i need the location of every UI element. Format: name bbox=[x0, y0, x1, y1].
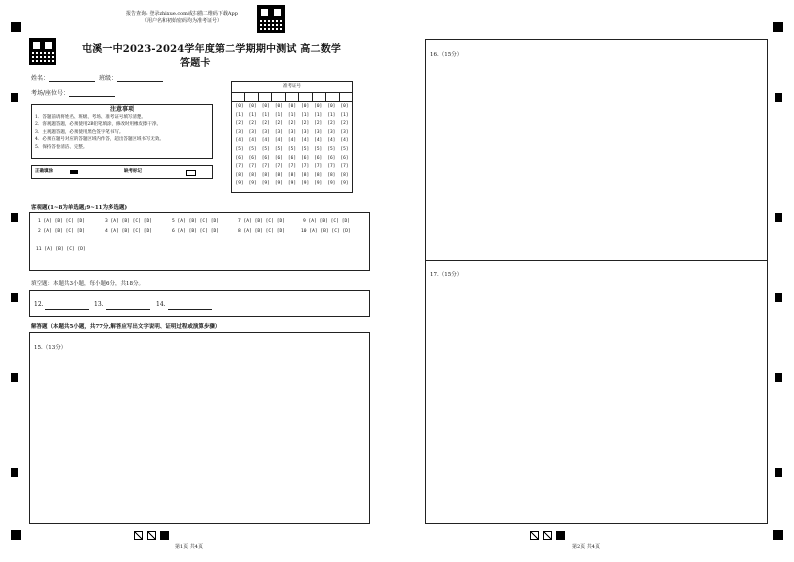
q13-label: 13. bbox=[94, 301, 104, 308]
exam-id-bubble[interactable]: [4] bbox=[261, 138, 270, 144]
exam-id-bubble[interactable]: [1] bbox=[340, 112, 349, 118]
header-qr-code bbox=[257, 5, 285, 33]
choice-item[interactable]: 11 [A] [B] [C] [D] bbox=[36, 247, 86, 252]
exam-id-bubble[interactable]: [1] bbox=[235, 112, 244, 118]
exam-id-column bbox=[312, 103, 325, 189]
exam-id-bubble[interactable]: [2] bbox=[274, 121, 283, 127]
exam-id-bubble[interactable]: [2] bbox=[248, 121, 257, 127]
exam-id-bubble[interactable]: [4] bbox=[314, 138, 323, 144]
exam-id-bubble[interactable]: [9] bbox=[248, 181, 257, 187]
exam-id-bubble[interactable]: [6] bbox=[327, 155, 336, 161]
exam-id-bubble[interactable]: [5] bbox=[301, 146, 310, 152]
class-label: 班级： bbox=[98, 75, 117, 82]
exam-id-bubble[interactable]: [6] bbox=[274, 155, 283, 161]
exam-id-bubble[interactable]: [0] bbox=[327, 104, 336, 109]
sheet-qr-code bbox=[29, 38, 56, 65]
exam-id-bubble[interactable]: [1] bbox=[301, 112, 310, 118]
side-mark-left bbox=[11, 93, 18, 102]
exam-id-bubble[interactable]: [8] bbox=[301, 172, 310, 178]
notice-item: 5．保持答卷清洁、完整。 bbox=[35, 144, 88, 150]
q17-answer-box[interactable] bbox=[425, 261, 768, 524]
exam-id-bubble[interactable]: [6] bbox=[340, 155, 349, 161]
exam-id-bubble[interactable]: [7] bbox=[301, 164, 310, 170]
side-mark-right bbox=[775, 373, 782, 382]
exam-id-bubble[interactable]: [9] bbox=[261, 181, 270, 187]
exam-id-cell[interactable] bbox=[340, 93, 352, 101]
q15-answer-box[interactable] bbox=[29, 332, 370, 524]
exam-id-bubble[interactable]: [1] bbox=[248, 112, 257, 118]
exam-id-bubble[interactable]: [8] bbox=[235, 172, 244, 178]
exam-id-grid bbox=[231, 81, 353, 193]
exam-id-bubble[interactable]: [5] bbox=[274, 146, 283, 152]
exam-id-bubble[interactable]: [2] bbox=[327, 121, 336, 127]
exam-id-bubble[interactable]: [6] bbox=[301, 155, 310, 161]
exam-id-bubble[interactable]: [0] bbox=[301, 104, 310, 109]
exam-id-bubble[interactable]: [5] bbox=[235, 146, 244, 152]
exam-id-bubble[interactable]: [7] bbox=[327, 164, 336, 170]
exam-id-bubble[interactable]: [9] bbox=[314, 181, 323, 187]
exam-id-bubble[interactable]: [9] bbox=[274, 181, 283, 187]
exam-id-bubble[interactable]: [3] bbox=[274, 129, 283, 135]
exam-id-bubble[interactable]: [9] bbox=[340, 181, 349, 187]
exam-id-bubble[interactable]: [3] bbox=[261, 129, 270, 135]
exam-id-bubble[interactable]: [1] bbox=[327, 112, 336, 118]
exam-id-bubble[interactable]: [7] bbox=[235, 164, 244, 170]
sheet-subtitle: 答题卡 bbox=[180, 58, 211, 69]
exam-id-bubble[interactable]: [0] bbox=[340, 104, 349, 109]
page2-footer-mark bbox=[556, 531, 565, 540]
choice-item[interactable]: 1 [A] [B] [C] [D] bbox=[38, 219, 86, 224]
q15-label: 15.（13分） bbox=[34, 345, 67, 351]
exam-id-bubble[interactable]: [0] bbox=[287, 104, 297, 109]
exam-id-column bbox=[246, 103, 259, 189]
page2-footer-mark bbox=[530, 531, 539, 540]
choice-item[interactable]: 7 [A] [B] [C] [D] bbox=[238, 219, 286, 224]
notice-item: 4．必须在题号对应的答题区域内作答，超出答题区域书写无效。 bbox=[35, 137, 164, 143]
exam-id-cell[interactable] bbox=[232, 93, 245, 101]
side-mark-right bbox=[775, 93, 782, 102]
missing-mark-box[interactable] bbox=[186, 170, 196, 176]
q12-answer-line[interactable] bbox=[45, 302, 89, 310]
corner-mark-bottom-right bbox=[773, 530, 783, 540]
exam-id-bubble[interactable]: [7] bbox=[340, 164, 349, 170]
class-field[interactable] bbox=[117, 74, 163, 82]
q14-answer-line[interactable] bbox=[168, 302, 212, 310]
exam-id-bubble[interactable]: [6] bbox=[248, 155, 257, 161]
exam-id-bubble[interactable]: [8] bbox=[287, 172, 297, 178]
exam-id-cell[interactable] bbox=[299, 93, 312, 101]
correct-fill-label: 正确填涂 bbox=[35, 169, 53, 174]
exam-id-bubble[interactable]: [9] bbox=[327, 181, 336, 187]
exam-id-bubble[interactable]: [4] bbox=[340, 138, 349, 144]
exam-id-column bbox=[338, 103, 351, 189]
choice-item[interactable]: 5 [A] [B] [C] [D] bbox=[172, 219, 220, 224]
side-mark-left bbox=[11, 373, 18, 382]
exam-id-write-cells bbox=[232, 93, 352, 102]
exam-id-bubble[interactable]: [8] bbox=[314, 172, 323, 178]
choice-item[interactable]: 10 [A] [B] [C] [D] bbox=[301, 229, 351, 234]
exam-id-bubble[interactable]: [1] bbox=[314, 112, 323, 118]
report-tip bbox=[112, 11, 252, 25]
page2-number: 第2页 共4页 bbox=[572, 544, 600, 550]
exam-id-column bbox=[272, 103, 285, 189]
missing-mark-label: 缺考标记 bbox=[124, 169, 142, 174]
choice-item[interactable]: 4 [A] [B] [C] [D] bbox=[105, 229, 153, 234]
student-info bbox=[31, 73, 163, 82]
corner-mark-bottom-left bbox=[11, 530, 21, 540]
fill-sample-box bbox=[31, 165, 213, 179]
exam-id-bubble[interactable]: [5] bbox=[314, 146, 323, 152]
exam-id-bubble[interactable]: [2] bbox=[301, 121, 310, 127]
exam-id-bubble[interactable]: [9] bbox=[235, 181, 244, 187]
exam-id-bubble[interactable]: [8] bbox=[248, 172, 257, 178]
exam-id-bubbles bbox=[232, 102, 352, 189]
exam-id-column bbox=[285, 103, 298, 189]
exam-id-bubble[interactable]: [5] bbox=[261, 146, 270, 152]
exam-id-bubble[interactable]: [7] bbox=[274, 164, 283, 170]
fill-in-answer-box bbox=[29, 290, 370, 317]
side-mark-right bbox=[775, 213, 782, 222]
exam-id-bubble[interactable]: [6] bbox=[235, 155, 244, 161]
exam-id-bubble[interactable]: [4] bbox=[235, 138, 244, 144]
choice-item[interactable]: 8 [A] [B] [C] [D] bbox=[238, 229, 286, 234]
exam-id-bubble[interactable]: [3] bbox=[287, 129, 297, 135]
exam-id-bubble[interactable]: [3] bbox=[248, 129, 257, 135]
q13-answer-line[interactable] bbox=[106, 302, 150, 310]
exam-id-bubble[interactable]: [8] bbox=[274, 172, 283, 178]
choice-item[interactable]: 6 [A] [B] [C] [D] bbox=[172, 229, 220, 234]
notice-box bbox=[31, 104, 213, 159]
exam-id-bubble[interactable]: [5] bbox=[248, 146, 257, 152]
side-mark-left bbox=[11, 468, 18, 477]
exam-id-bubble[interactable]: [4] bbox=[274, 138, 283, 144]
exam-id-bubble[interactable]: [4] bbox=[287, 138, 297, 144]
choice-item[interactable]: 9 [A] [B] [C] [D] bbox=[303, 219, 351, 224]
objective-answer-box bbox=[29, 212, 370, 271]
page1-footer-mark bbox=[134, 531, 143, 540]
side-mark-right bbox=[775, 468, 782, 477]
exam-id-bubble[interactable]: [3] bbox=[235, 129, 244, 135]
exam-id-bubble[interactable]: [5] bbox=[327, 146, 336, 152]
q14-label: 14. bbox=[156, 301, 166, 308]
exam-id-cell[interactable] bbox=[259, 93, 272, 101]
exam-id-column bbox=[299, 103, 312, 189]
exam-id-bubble[interactable]: [6] bbox=[314, 155, 323, 161]
objective-section-label: 客观题(1~8为单选题;9~11为多选题) bbox=[31, 205, 128, 211]
side-mark-left bbox=[11, 213, 18, 222]
page1-footer-mark bbox=[160, 531, 169, 540]
exam-id-bubble[interactable]: [2] bbox=[261, 121, 270, 127]
notice-item: 3．主观题答题，必须使用黑色签字笔书写。 bbox=[35, 129, 124, 135]
page1-number: 第1页 共4页 bbox=[175, 544, 203, 550]
side-mark-left bbox=[11, 293, 18, 302]
q12-label: 12. bbox=[34, 301, 44, 308]
choice-item[interactable]: 2 [A] [B] [C] [D] bbox=[38, 229, 86, 234]
exam-id-bubble[interactable]: [0] bbox=[274, 104, 283, 109]
room-field[interactable] bbox=[69, 89, 115, 97]
exam-id-bubble[interactable]: [3] bbox=[340, 129, 349, 135]
name-field[interactable] bbox=[49, 74, 95, 82]
exam-id-column bbox=[259, 103, 272, 189]
exam-id-bubble[interactable]: [1] bbox=[274, 112, 283, 118]
sheet-title: 屯溪一中2023-2024学年度第二学期期中测试 高二数学 bbox=[82, 44, 342, 55]
page1-footer-mark bbox=[147, 531, 156, 540]
notice-item: 2．客观题答题，必须使用2B铅笔填涂，修改时用橡皮擦干净。 bbox=[35, 122, 162, 128]
exam-id-bubble[interactable]: [0] bbox=[235, 104, 244, 109]
notice-item: 1．答题前请将姓名、班级、考场、准考证号填写清楚。 bbox=[35, 115, 146, 120]
exam-id-cell[interactable] bbox=[313, 93, 326, 101]
exam-id-bubble[interactable]: [7] bbox=[248, 164, 257, 170]
correct-fill-sample bbox=[70, 170, 78, 174]
exam-id-bubble[interactable]: [0] bbox=[314, 104, 323, 109]
exam-id-cell[interactable] bbox=[272, 93, 285, 101]
exam-id-bubble[interactable]: [5] bbox=[340, 146, 349, 152]
exam-id-column bbox=[233, 103, 246, 189]
exam-id-bubble[interactable]: [6] bbox=[287, 155, 297, 161]
page2-footer-mark bbox=[543, 531, 552, 540]
report-tip-line1: 报告查询: 登录zhixue.com或扫描二维码下载App bbox=[126, 11, 238, 17]
fill-in-section-label: 填空题：本题共3小题，每小题6分，共18分。 bbox=[31, 281, 144, 287]
report-tip-line2: （用户名和初始密码均为准考证号） bbox=[141, 18, 222, 24]
choice-item[interactable]: 3 [A] [B] [C] [D] bbox=[105, 219, 153, 224]
q17-label: 17.（15分） bbox=[430, 272, 463, 278]
exam-id-cell[interactable] bbox=[326, 93, 339, 101]
exam-id-label: 准考证号 bbox=[232, 82, 352, 93]
exam-id-cell[interactable] bbox=[245, 93, 258, 101]
exam-id-bubble[interactable]: [1] bbox=[287, 112, 297, 118]
exam-id-bubble[interactable]: [7] bbox=[287, 164, 297, 170]
q16-label: 16.（15分） bbox=[430, 52, 463, 58]
answer-section-label: 解答题（本题共5小题，共77分,解答应写出文字说明、证明过程或演算步骤） bbox=[31, 324, 221, 330]
exam-id-bubble[interactable]: [7] bbox=[314, 164, 323, 170]
room-info bbox=[31, 88, 115, 97]
exam-id-bubble[interactable]: [4] bbox=[248, 138, 257, 144]
exam-id-bubble[interactable]: [5] bbox=[287, 146, 297, 152]
exam-id-bubble[interactable]: [6] bbox=[261, 155, 270, 161]
exam-id-bubble[interactable]: [3] bbox=[327, 129, 336, 135]
exam-id-bubble[interactable]: [2] bbox=[314, 121, 323, 127]
exam-id-bubble[interactable]: [2] bbox=[340, 121, 349, 127]
exam-id-bubble[interactable]: [2] bbox=[287, 121, 297, 127]
corner-mark-top-left bbox=[11, 22, 21, 32]
exam-id-bubble[interactable]: [8] bbox=[327, 172, 336, 178]
notice-title: 注意事项 bbox=[109, 106, 134, 113]
exam-id-cell[interactable] bbox=[286, 93, 299, 101]
exam-id-column bbox=[325, 103, 338, 189]
exam-id-bubble[interactable]: [8] bbox=[340, 172, 349, 178]
side-mark-right bbox=[775, 293, 782, 302]
exam-id-bubble[interactable]: [3] bbox=[301, 129, 310, 135]
exam-id-bubble[interactable]: [9] bbox=[301, 181, 310, 187]
exam-id-bubble[interactable]: [4] bbox=[327, 138, 336, 144]
exam-id-bubble[interactable]: [0] bbox=[261, 104, 270, 109]
exam-id-bubble[interactable]: [0] bbox=[248, 104, 257, 109]
name-label: 姓名： bbox=[31, 75, 50, 82]
exam-id-bubble[interactable]: [8] bbox=[261, 172, 270, 178]
exam-id-bubble[interactable]: [9] bbox=[287, 181, 297, 187]
exam-id-bubble[interactable]: [1] bbox=[261, 112, 270, 118]
exam-id-bubble[interactable]: [7] bbox=[261, 164, 270, 170]
exam-id-bubble[interactable]: [2] bbox=[235, 121, 244, 127]
exam-id-bubble[interactable]: [3] bbox=[314, 129, 323, 135]
exam-id-bubble[interactable]: [4] bbox=[301, 138, 310, 144]
corner-mark-top-right bbox=[773, 22, 783, 32]
room-label: 考场/座位号： bbox=[31, 90, 70, 97]
q16-answer-box[interactable] bbox=[425, 39, 768, 261]
